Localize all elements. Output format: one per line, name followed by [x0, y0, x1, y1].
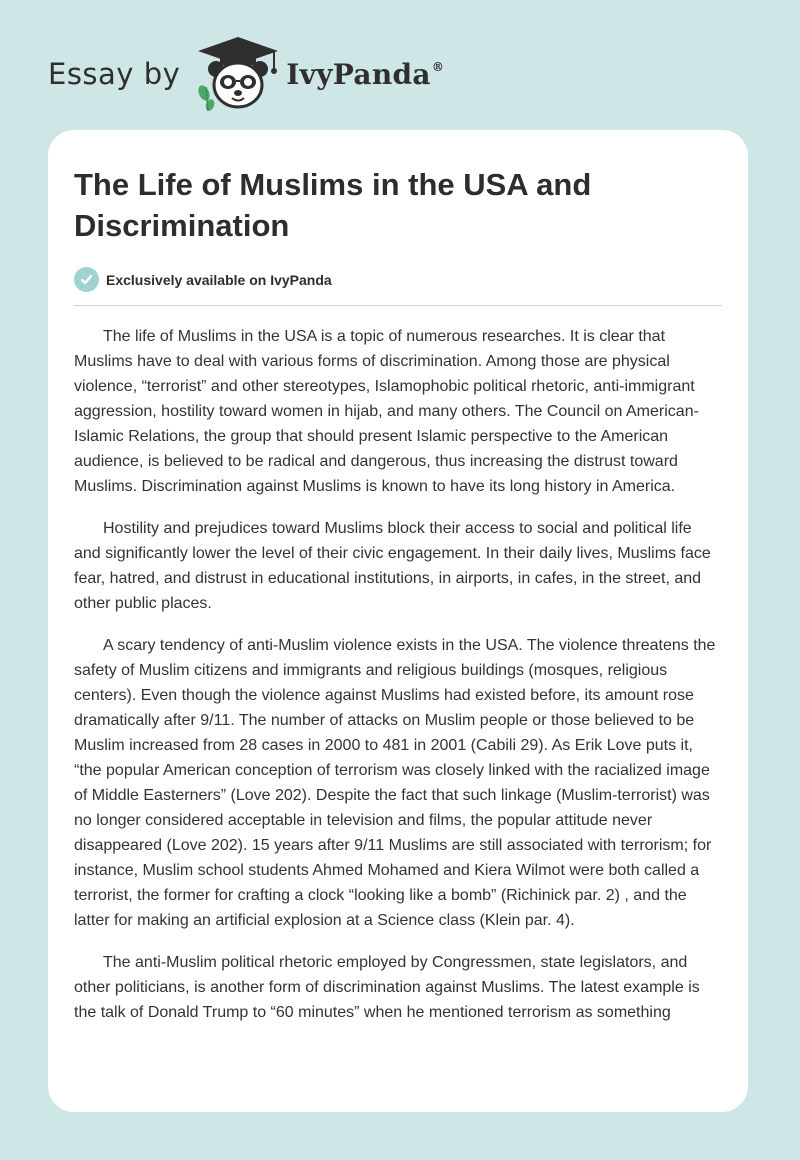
panda-graduate-icon[interactable] — [194, 35, 282, 113]
paragraph: The anti-Muslim political rhetoric employed by Congressmen, state legislators, and other politicians, is another form of discrimination against Muslims. The latest example is the talk of Donald Trump to “60 minutes” when he mentioned terrorism as something — [74, 954, 700, 1021]
site-header — [48, 34, 444, 114]
paragraph: Hostility and prejudices toward Muslims block their access to social and political life and significantly lower the level of their civic engagement. In their daily lives, Muslims face fear, hatred, and distrust in educational institutions, in airports, in cafes, in the street, and other public places. — [74, 520, 711, 612]
exclusive-badge-label: Exclusively available on IvyPanda — [106, 271, 332, 288]
registered-mark: ® — [431, 59, 445, 74]
essay-body — [74, 324, 722, 1025]
paragraph: The life of Muslims in the USA is a topic of numerous researches. It is clear that Muslims have to deal with various forms of discrimination. Among those are physical violence, “terrorist” and other stereotypes, Islamophobic political rhetoric, anti-immigrant aggression, hostility toward women in hijab, and many others. The Council on American-Islamic Relations, the group that should present Islamic perspective to the American audience, is believed to be radical and dangerous, thus increasing the distrust toward Muslims. Discrimination against Muslims is known to have its long history in America. — [74, 328, 699, 495]
exclusive-badge — [74, 267, 722, 306]
essay-card — [48, 130, 748, 1112]
check-circle-icon — [74, 267, 99, 292]
essay-by-label: Essay by — [48, 57, 181, 91]
essay-title: The Life of Muslims in the USA and Discrimination — [74, 167, 592, 243]
brand-name[interactable] — [286, 58, 444, 91]
paragraph: A scary tendency of anti-Muslim violence exists in the USA. The violence threatens the safety of Muslim citizens and immigrants and religious buildings (mosques, religious centers). Even though the violence against Muslims had existed before, its amount rose dramatically after 9/11. The number of attacks on Muslim people or those believed to be Muslim increased from 28 cases in 2000 to 481 in 2001 (Cabili 29). As Erik Love puts it, “the popular American conception of terrorism was closely linked with the racialized image of Middle Easterners” (Love 202). Despite the fact that such linkage (Muslim-terrorist) was no longer considered acceptable in television and films, the popular attitude never disappeared (Love 202). 15 years after 9/11 Muslims are still associated with terrorism; for instance, Muslim school students Ahmed Mohamed and Kiera Wilmot were both called a terrorist, the former for crafting a clock “looking like a bomb” (Richinick par. 2) , and the latter for making an artificial explosion at a Science class (Klein par. 4). — [74, 637, 716, 929]
brand-text: IvyPanda — [286, 57, 431, 91]
